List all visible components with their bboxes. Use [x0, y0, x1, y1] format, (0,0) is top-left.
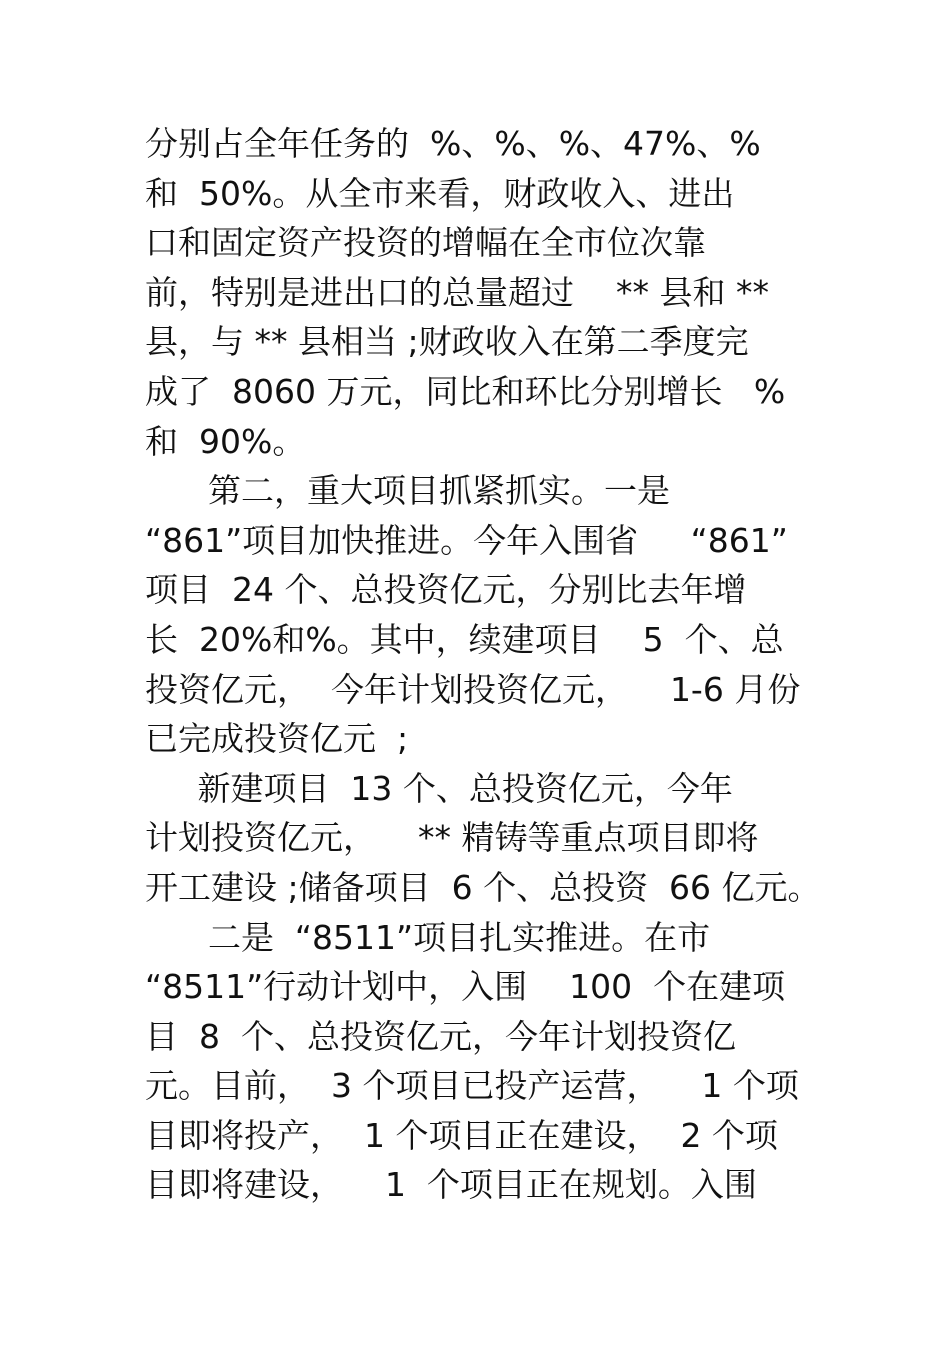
text-line: 投资亿元， 今年计划投资亿元， 1-6 月份 [145, 669, 801, 709]
text-line: 长 20%和%。其中，续建项目 5 个、总 [145, 619, 784, 659]
text-line: 计划投资亿元， ** 精铸等重点项目即将 [145, 818, 759, 858]
text-line: 已完成投资亿元 ; [145, 719, 409, 759]
text-line: “8511”行动计划中，入围 100 个在建项 [145, 967, 786, 1007]
body-text [145, 119, 845, 1210]
text-line: 开工建设 ;储备项目 6 个、总投资 66 亿元。 [145, 867, 821, 907]
text-line: 成了 8060 万元，同比和环比分别增长 % [145, 371, 786, 411]
text-line: 项目 24 个、总投资亿元，分别比去年增 [145, 570, 747, 610]
text-line: 目 8 个、总投资亿元，今年计划投资亿 [145, 1016, 736, 1056]
text-line: 县，与 ** 县相当 ;财政收入在第二季度完 [145, 322, 749, 362]
text-line: 二是 “8511”项目扎实推进。在市 [145, 917, 711, 957]
text-line: 第二，重大项目抓紧抓实。一是 [145, 471, 670, 511]
text-line: 目即将投产， 1 个项目正在建设， 2 个项 [145, 1115, 778, 1155]
text-line: 元。目前， 3 个项目已投产运营， 1 个项 [145, 1066, 799, 1106]
text-line: 和 90%。 [145, 421, 306, 461]
text-line: 和 50%。从全市来看，财政收入、进出 [145, 173, 735, 213]
text-line: 分别占全年任务的 %、%、%、47%、% [145, 124, 761, 163]
text-line: 新建项目 13 个、总投资亿元，今年 [145, 768, 733, 808]
text-line: 口和固定资产投资的增幅在全市位次靠 [145, 223, 706, 263]
text-line: “861”项目加快推进。今年入围省 “861” [145, 520, 788, 560]
text-line: 目即将建设， 1 个项目正在规划。入围 [145, 1165, 757, 1205]
text-line: 前，特别是进出口的总量超过 ** 县和 ** [145, 272, 769, 312]
